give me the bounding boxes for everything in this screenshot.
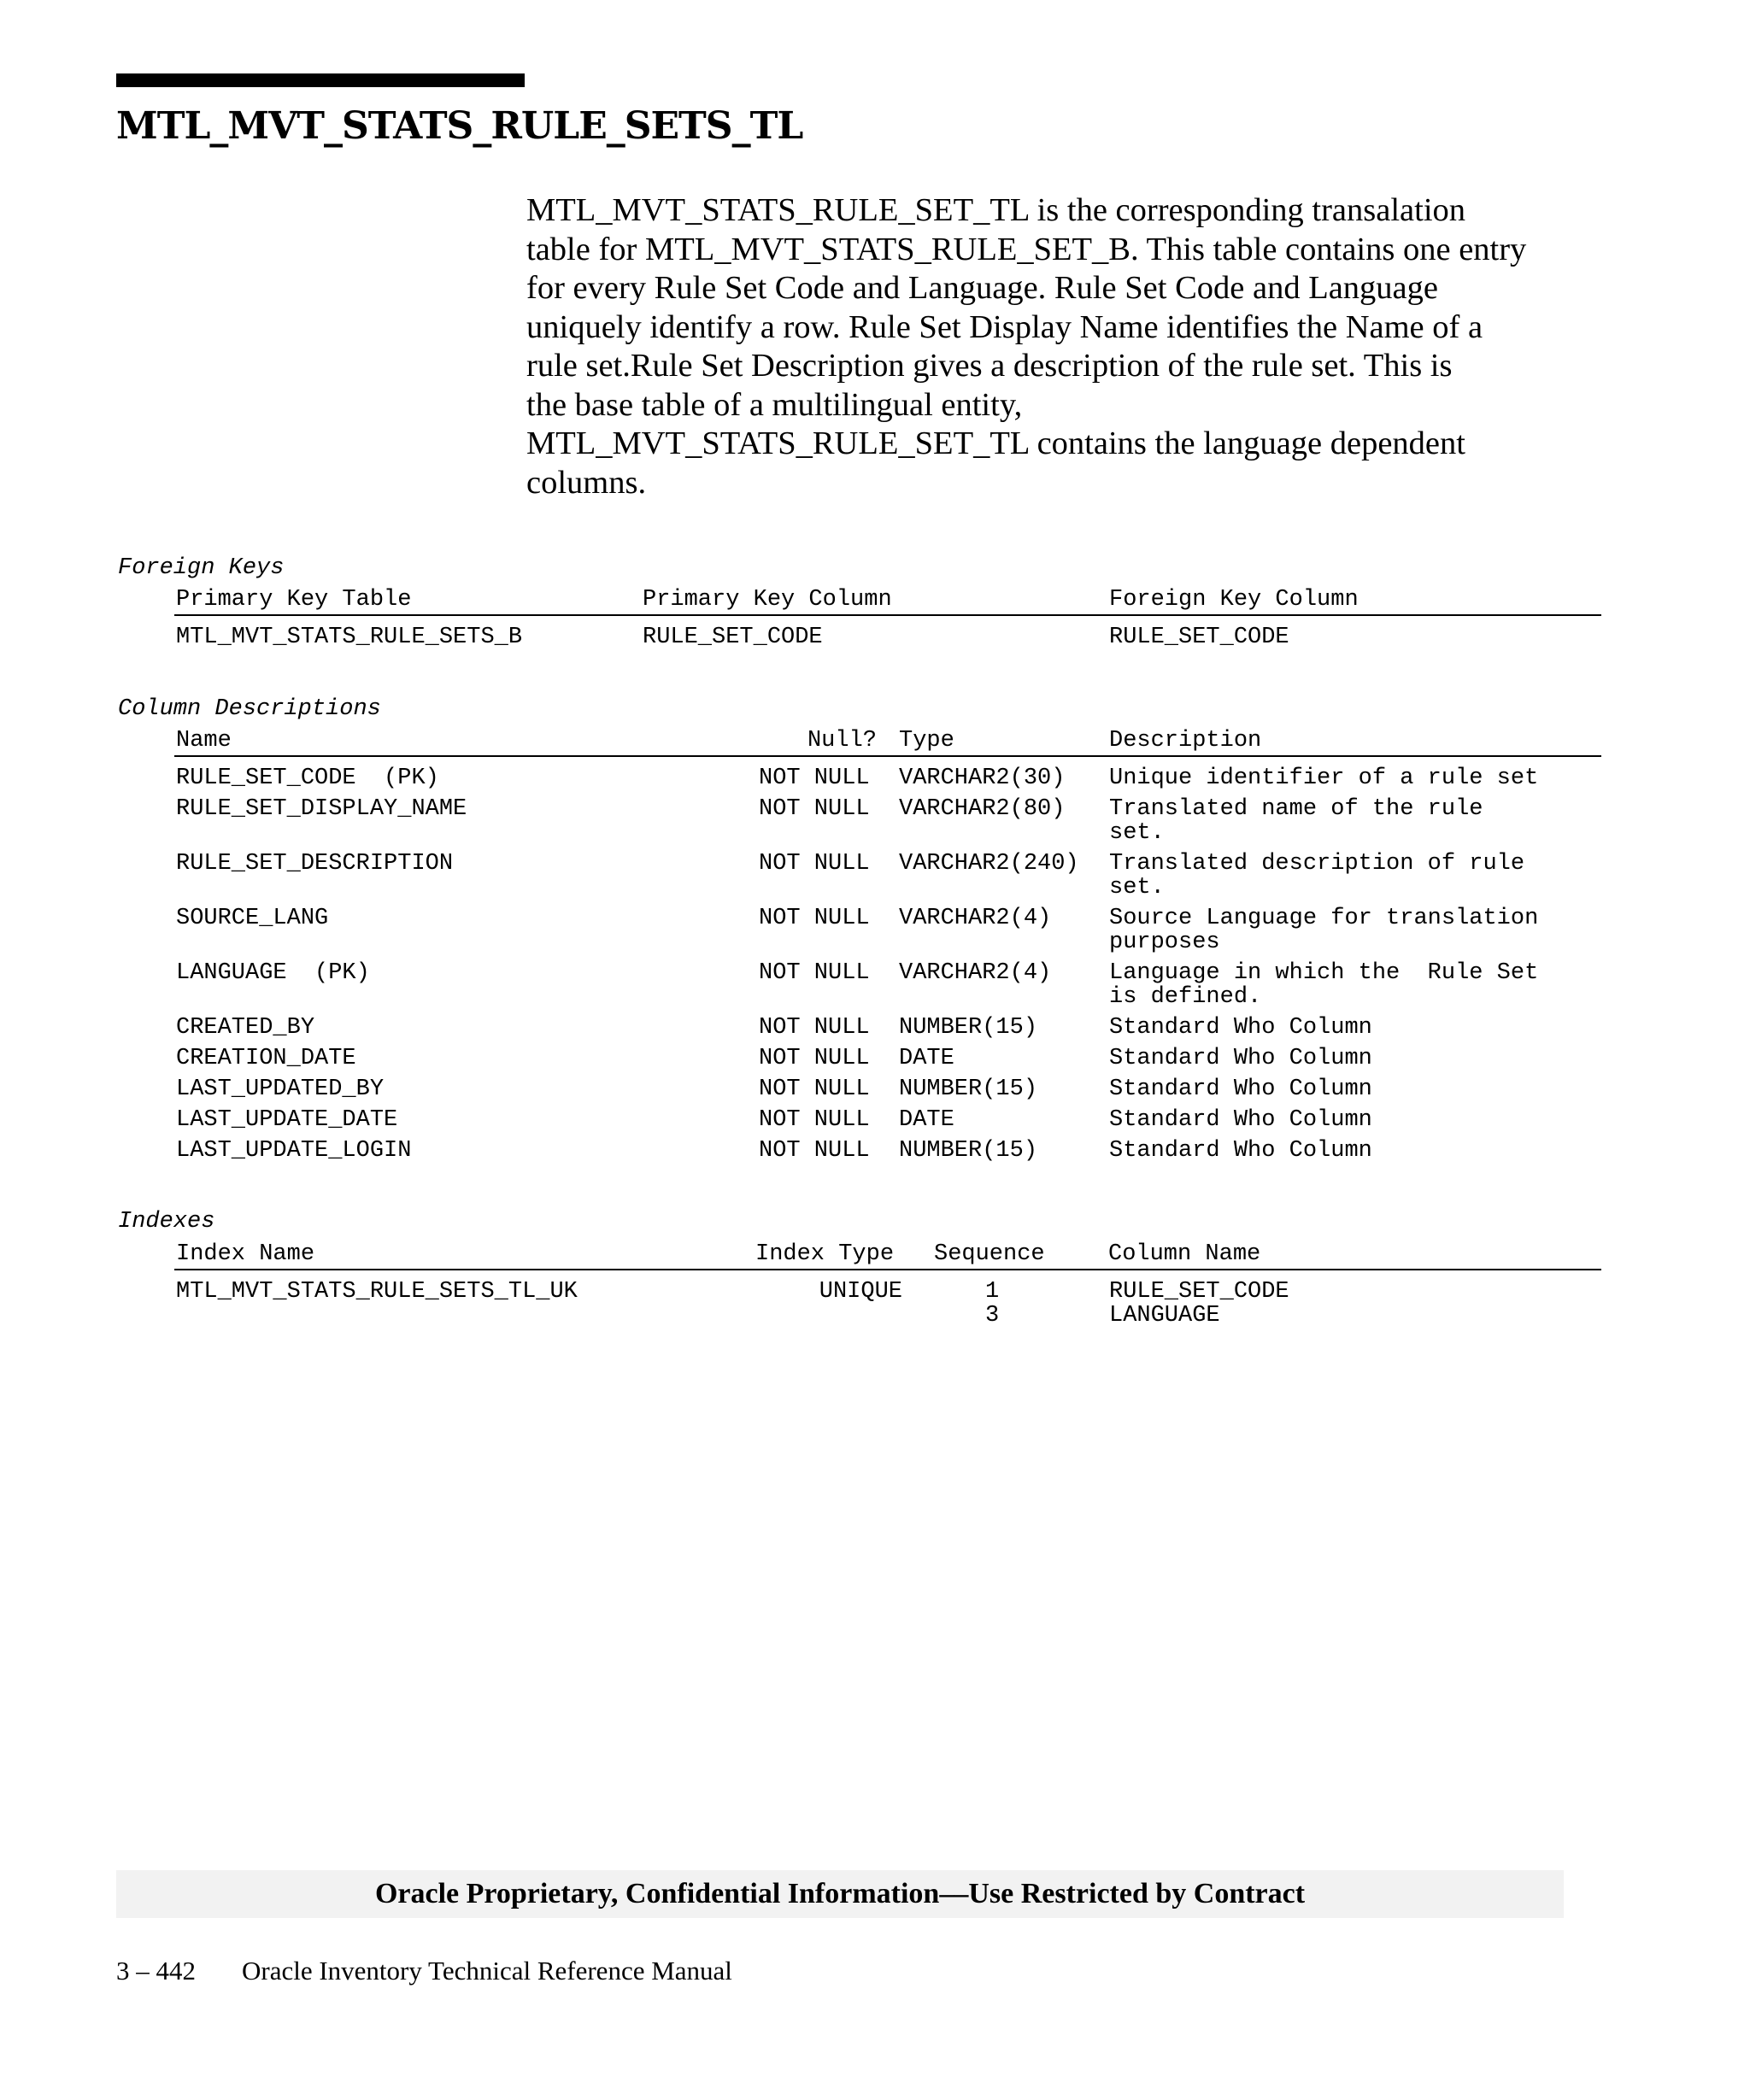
- column-description-cell: Standard Who Column: [1109, 1076, 1372, 1102]
- intro-line: table for MTL_MVT_STATS_RULE_SET_B. This table contains one entry: [526, 231, 1527, 267]
- column-null-cell: NOT NULL: [759, 796, 870, 822]
- fk-header-pk-table: Primary Key Table: [176, 587, 412, 613]
- column-null-cell: NOT NULL: [759, 1046, 870, 1071]
- column-name-cell: RULE_SET_DESCRIPTION: [176, 851, 454, 877]
- column-type-cell: VARCHAR2(80): [899, 796, 1066, 822]
- column-name-cell: SOURCE_LANG: [176, 906, 329, 931]
- column-type-cell: DATE: [899, 1107, 954, 1133]
- col-header-null: Null?: [807, 728, 877, 754]
- idx-header-name: Index Name: [176, 1241, 315, 1267]
- manual-title: Oracle Inventory Technical Reference Manual: [242, 1956, 732, 1986]
- column-description-cell: Standard Who Column: [1109, 1046, 1372, 1071]
- column-null-cell: NOT NULL: [759, 1138, 870, 1164]
- intro-paragraph: [526, 191, 1577, 502]
- column-name-cell: LANGUAGE (PK): [176, 960, 370, 986]
- column-name-cell: RULE_SET_DISPLAY_NAME: [176, 796, 467, 822]
- column-type-cell: VARCHAR2(30): [899, 766, 1066, 791]
- column-name-cell: LAST_UPDATE_DATE: [176, 1107, 398, 1133]
- fk-pk-column-cell: RULE_SET_CODE: [643, 625, 823, 650]
- column-description-cont: set.: [1109, 820, 1165, 846]
- intro-line: for every Rule Set Code and Language. Rule Set Code and Language: [526, 270, 1438, 306]
- column-type-cell: VARCHAR2(4): [899, 960, 1052, 986]
- confidentiality-banner: [116, 1870, 1564, 1918]
- column-type-cell: VARCHAR2(4): [899, 906, 1052, 931]
- column-description-cell: Source Language for translation: [1109, 906, 1539, 931]
- column-name-cell: RULE_SET_CODE (PK): [176, 766, 439, 791]
- column-descriptions-heading: Column Descriptions: [118, 696, 381, 722]
- intro-line: uniquely identify a row. Rule Set Display Name identifies the Name of a: [526, 308, 1483, 345]
- column-type-cell: NUMBER(15): [899, 1138, 1038, 1164]
- column-description-cont: purposes: [1109, 930, 1220, 955]
- column-name-cell: CREATED_BY: [176, 1015, 315, 1041]
- column-type-cell: NUMBER(15): [899, 1015, 1038, 1041]
- column-name-cell: LAST_UPDATED_BY: [176, 1076, 385, 1102]
- foreign-keys-heading: Foreign Keys: [118, 555, 285, 581]
- confidentiality-text: Oracle Proprietary, Confidential Information––Use Restricted by Contract: [374, 1878, 1306, 1909]
- page-title: MTL_MVT_STATS_RULE_SETS_TL: [116, 104, 803, 148]
- col-header-rule: [174, 755, 1601, 757]
- fk-pk-table-cell: MTL_MVT_STATS_RULE_SETS_B: [176, 625, 523, 650]
- column-name-cell: LAST_UPDATE_LOGIN: [176, 1138, 412, 1164]
- column-description-cell: Translated name of the rule: [1109, 796, 1483, 822]
- column-description-cell: Standard Who Column: [1109, 1015, 1372, 1041]
- column-description-cell: Unique identifier of a rule set: [1109, 766, 1539, 791]
- column-description-cell: Language in which the Rule Set: [1109, 960, 1539, 986]
- column-null-cell: NOT NULL: [759, 766, 870, 791]
- intro-line: the base table of a multilingual entity,: [526, 386, 1023, 423]
- column-description-cell: Standard Who Column: [1109, 1107, 1372, 1133]
- column-description-cell: Standard Who Column: [1109, 1138, 1372, 1164]
- column-description-cont: set.: [1109, 875, 1165, 900]
- column-null-cell: NOT NULL: [759, 851, 870, 877]
- intro-line: rule set.Rule Set Description gives a description of the rule set. This is: [526, 348, 1453, 384]
- col-header-description: Description: [1109, 728, 1262, 754]
- fk-header-pk-column: Primary Key Column: [643, 587, 892, 613]
- index-column-cell: LANGUAGE: [1109, 1303, 1220, 1329]
- intro-line: MTL_MVT_STATS_RULE_SET_TL is the corresponding transalation: [526, 192, 1466, 228]
- index-sequence-cell: 1: [985, 1279, 1000, 1305]
- col-header-type: Type: [899, 728, 954, 754]
- column-type-cell: NUMBER(15): [899, 1076, 1038, 1102]
- column-name-cell: CREATION_DATE: [176, 1046, 356, 1071]
- column-description-cont: is defined.: [1109, 984, 1262, 1010]
- index-name-cell: MTL_MVT_STATS_RULE_SETS_TL_UK: [176, 1279, 578, 1305]
- index-sequence-cell: 3: [985, 1303, 1000, 1329]
- idx-header-type: Index Type: [755, 1241, 895, 1267]
- col-header-name: Name: [176, 728, 232, 754]
- column-null-cell: NOT NULL: [759, 1076, 870, 1102]
- column-null-cell: NOT NULL: [759, 1015, 870, 1041]
- column-null-cell: NOT NULL: [759, 1107, 870, 1133]
- fk-fk-column-cell: RULE_SET_CODE: [1109, 625, 1289, 650]
- intro-line: MTL_MVT_STATS_RULE_SET_TL contains the language dependent: [526, 425, 1465, 461]
- column-type-cell: DATE: [899, 1046, 954, 1071]
- column-null-cell: NOT NULL: [759, 960, 870, 986]
- column-type-cell: VARCHAR2(240): [899, 851, 1079, 877]
- index-type-cell: UNIQUE: [819, 1279, 902, 1305]
- indexes-heading: Indexes: [118, 1209, 215, 1235]
- page-number: 3 – 442: [116, 1956, 196, 1986]
- intro-line: columns.: [526, 464, 647, 501]
- idx-header-rule: [174, 1269, 1601, 1270]
- column-null-cell: NOT NULL: [759, 906, 870, 931]
- idx-header-sequence: Sequence: [934, 1241, 1045, 1267]
- column-description-cell: Translated description of rule: [1109, 851, 1525, 877]
- index-column-cell: RULE_SET_CODE: [1109, 1279, 1289, 1305]
- title-rule-bar: [116, 73, 525, 87]
- idx-header-column: Column Name: [1108, 1241, 1261, 1267]
- fk-header-rule: [174, 614, 1601, 616]
- fk-header-fk-column: Foreign Key Column: [1109, 587, 1359, 613]
